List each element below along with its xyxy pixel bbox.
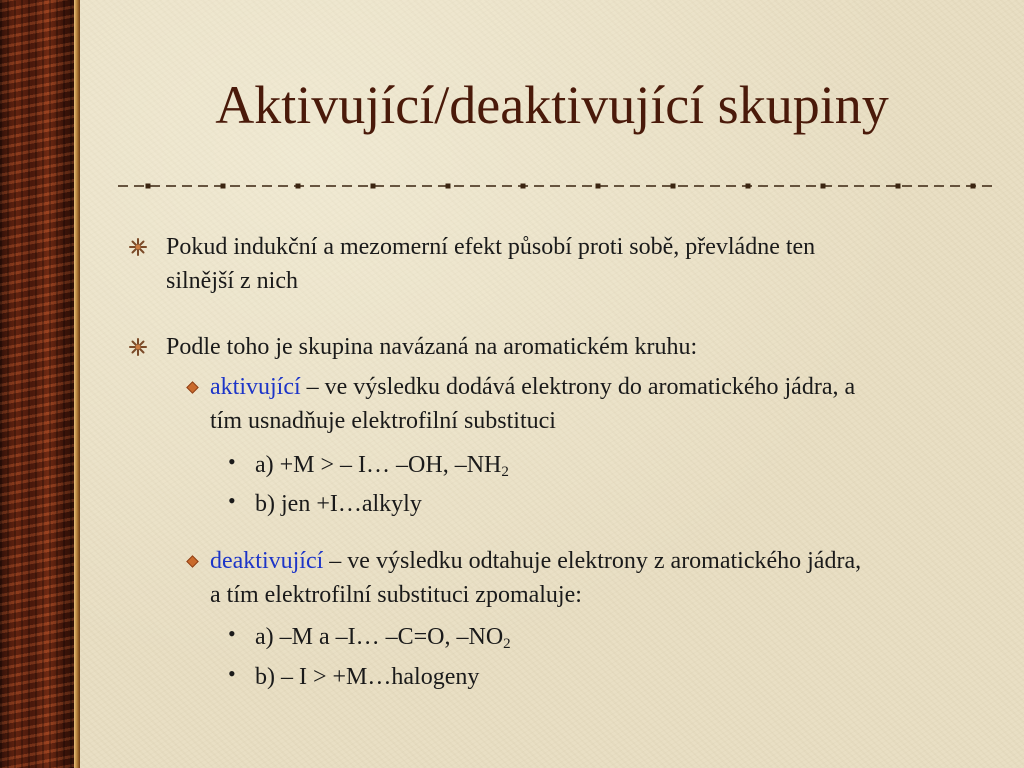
asterisk-star-icon [129,238,147,256]
keyword-deactivating: deaktivující [210,548,324,574]
deactivating-point-a [255,620,511,654]
subitem-activating-line-2: tím usnadňuje elektrofilní substituci [210,408,556,434]
dot-icon: • [228,449,236,474]
dot-icon: • [228,621,236,646]
subitem-activating-text: – ve výsledku dodává elektrony do aromatického jádra, a [300,374,856,400]
activating-point-a [255,448,509,482]
diamond-icon [186,381,199,394]
activating-point-a-text: a) +M > – I… –OH, –NH [255,452,502,478]
deactivating-point-a-subscript: 2 [503,636,511,652]
deactivating-point-a-text: a) –M a –I… –C=O, –NO [255,624,504,650]
deactivating-point-b: b) – I > +M…halogeny [255,664,480,690]
bullet-1-line-1: Pokud indukční a mezomerní efekt působí proti sobě, převládne ten [166,234,816,260]
diamond-icon [186,555,199,568]
keyword-activating: aktivující [210,374,301,400]
subitem-deactivating-line-2: a tím elektrofilní substituci zpomaluje: [210,582,582,608]
subitem-activating-line-1 [210,370,855,404]
dot-icon: • [228,661,236,686]
asterisk-star-icon [129,338,147,356]
subitem-deactivating-text: – ve výsledku odtahuje elektrony z aromatického jádra, [323,548,862,574]
activating-point-a-subscript: 2 [501,464,509,480]
dot-icon: • [228,488,236,513]
subitem-deactivating-line-1 [210,544,861,578]
bullet-2-line-1: Podle toho je skupina navázaná na aromatickém kruhu: [166,334,698,360]
bullet-1-line-2: silnější z nich [166,268,298,294]
slide-title: Aktivující/deaktivující skupiny [215,75,889,135]
activating-point-b: b) jen +I…alkyly [255,491,422,517]
